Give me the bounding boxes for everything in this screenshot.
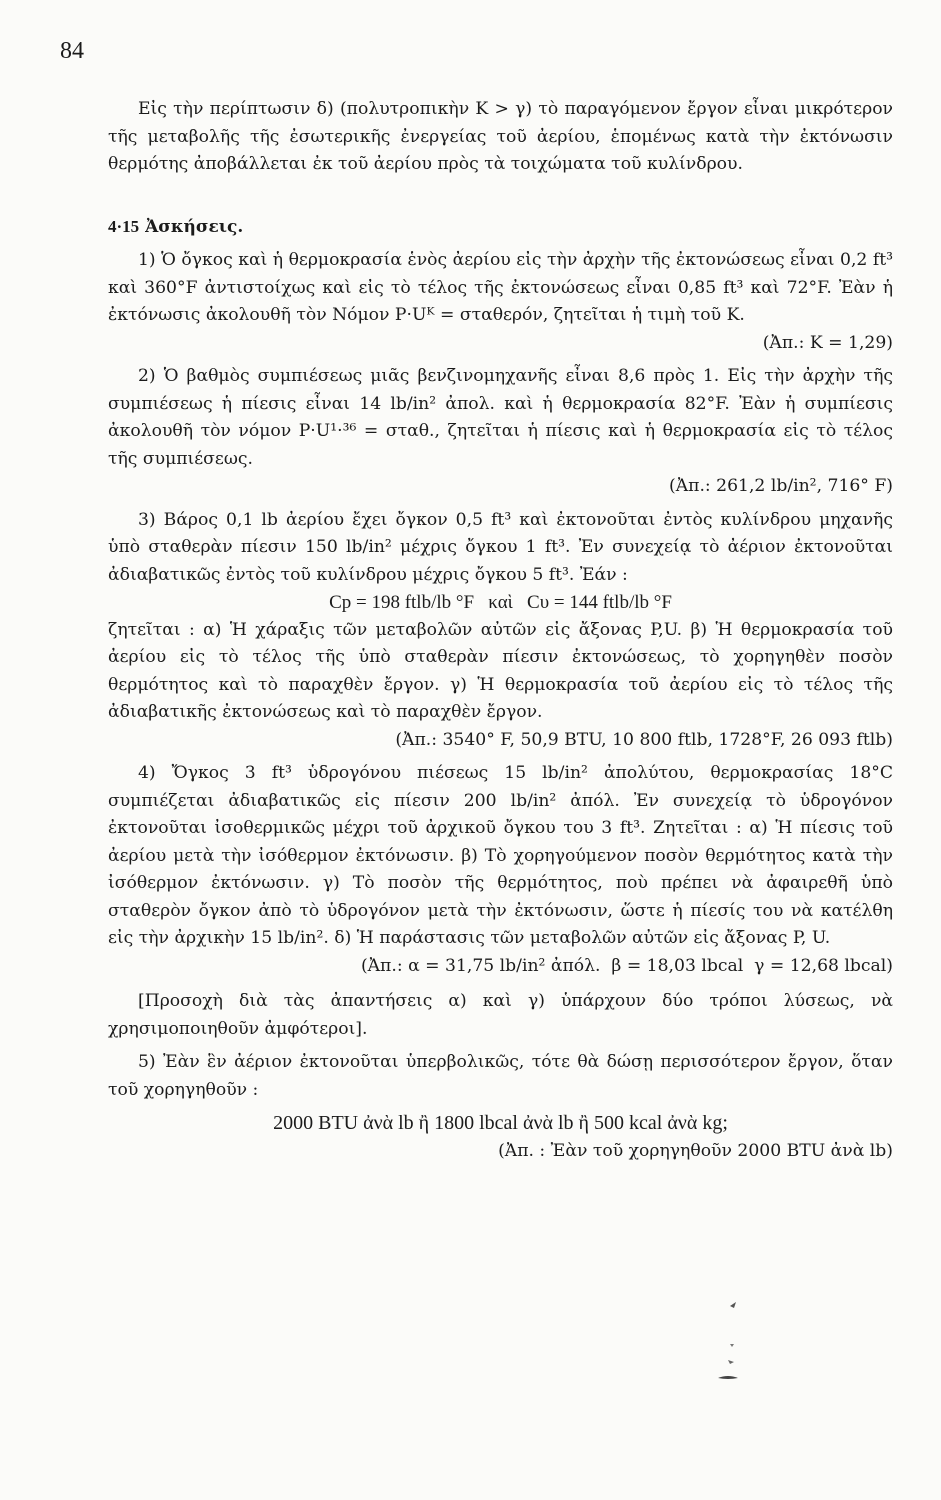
speck-3 bbox=[728, 1360, 734, 1364]
speck-2 bbox=[730, 1344, 734, 1347]
exercise-4-text: 4) Ὄγκος 3 ft³ ὑδρογόνου πιέσεως 15 lb/in² ἀπολύτου, θερμοκρασίας 18°C συμπιέζεται ἀδιαβατικῶς εἰς πίεσιν 200 lb/in² ἀπόλ. Ἐν συνεχείᾳ τὸ ὑδρογόνον ἐκτονοῦται ἰσοθερμικῶς μέχρι τοῦ ἀρχικοῦ ὄγκου του 3 ft³. Ζητεῖται : α) Ἡ πίεσις τοῦ ἀερίου μετὰ τὴν ἰσόθερμον ἐκτόνωσιν. β) Τὸ χορηγούμενον ποσὸν θερμότητος κατὰ τὴν ἰσόθερμον ἐκτόνωσιν. γ) Τὸ ποσὸν τῆς θερμότητος, ποὺ πρέπει νὰ ἀφαιρεθῆ ὑπὸ σταθερὸν ὄγκον ἀπὸ τὸ ὑδρογόνον μετὰ τὴν ἐκτόνωσιν, ὥστε ἡ πίεσίς του νὰ κατέλθη εἰς τὴν ἀρχικὴν 15 lb/in². δ) Ἡ παράστασις τῶν μεταβολῶν αὐτῶν εἰς ἄξονας P, U. bbox=[108, 763, 893, 948]
exercise-1-text: 1) Ὁ ὄγκος καὶ ἡ θερμοκρασία ἑνὸς ἀερίου εἰς τὴν ἀρχὴν τῆς ἐκτονώσεως εἶναι 0,2 ft³ καὶ 360°F ἀντιστοίχως καὶ εἰς τὸ τέλος τῆς ἐκτονώσεως εἶναι 0,85 ft³ καὶ 72°F. Ἐὰν ἡ ἐκτόνωσις ἀκολουθῆ τὸν Νόμον P·Uᴷ = σταθερόν, ζητεῖται ἡ τιμὴ τοῦ Κ. bbox=[108, 250, 893, 325]
exercise-1-answer: (Ἀπ.: Κ = 1,29) bbox=[762, 332, 893, 353]
page-body bbox=[108, 96, 893, 1165]
exercise-4-answer: (Ἀπ.: α = 31,75 lb/in² ἀπόλ. β = 18,03 lbcal γ = 12,68 lbcal) bbox=[360, 955, 893, 976]
exercise-2-answer: (Ἀπ.: 261,2 lb/in², 716° F) bbox=[669, 476, 893, 496]
scan-specks bbox=[700, 1300, 740, 1410]
page-number: 84 bbox=[60, 38, 84, 64]
speck-4 bbox=[718, 1376, 738, 1379]
intro-paragraph: Εἰς τὴν περίπτωσιν δ) (πολυτροπικὴν Κ > γ) τὸ παραγόμενον ἔργον εἶναι μικρότερον τῆς μεταβολῆς τῆς ἐσωτερικῆς ἐνεργείας τοῦ ἀερίου, ἑπομένως κατὰ τὴν ἐκτόνωσιν θερμότης ἀποβάλλεται ἐκ τοῦ ἀερίου πρὸς τὰ τοιχώματα τοῦ κυλίνδρου. bbox=[108, 99, 893, 174]
exercise-5-equation: 2000 BTU ἀνὰ lb ἢ 1800 lbcal ἀνὰ lb ἢ 500 kcal ἀνὰ kg; bbox=[273, 1112, 728, 1134]
exercise-3-equation: Cp = 198 ftlb/lb °F καὶ Cυ = 144 ftlb/lb °F bbox=[329, 592, 672, 613]
exercise-2-text: 2) Ὁ βαθμὸς συμπιέσεως μιᾶς βενζινομηχανῆς εἶναι 8,6 πρὸς 1. Εἰς τὴν ἀρχὴν τῆς συμπιέσεως ἡ πίεσις εἶναι 14 lb/in² ἀπολ. καὶ ἡ θερμοκρασία 82°F. Ἐὰν ἡ συμπίεσις ἀκολουθῆ τὸν νόμον P·U¹·³⁶ = σταθ., ζητεῖται ἡ πίεσις καὶ ἡ θερμοκρασία εἰς τὸ τέλος τῆς συμπιέσεως. bbox=[108, 366, 893, 469]
speck-1 bbox=[730, 1302, 736, 1308]
exercise-3-answer: (Ἀπ.: 3540° F, 50,9 BTU, 10 800 ftlb, 1728°F, 26 093 ftlb) bbox=[395, 729, 893, 750]
section-title: Ἀσκήσεις. bbox=[145, 216, 244, 237]
exercise-3-text: 3) Βάρος 0,1 lb ἀερίου ἔχει ὄγκον 0,5 ft³ καὶ ἐκτονοῦται ἐντὸς κυλίνδρου μηχανῆς ὑπὸ σταθερὰν πίεσιν 150 lb/in² μέχρις ὄγκου 1 ft³. Ἐν συνεχείᾳ τὸ ἀέριον ἐκτονοῦται ἀδιαβατικῶς ἐντὸς τοῦ κυλίνδρου μέχρις ὄγκου 5 ft³. Ἐάν : bbox=[108, 509, 893, 585]
exercise-5-answer: (Ἀπ. : Ἐὰν τοῦ χορηγηθοῦν 2000 BTU ἀνὰ lb) bbox=[498, 1140, 893, 1161]
exercise-3-continuation: ζητεῖται : α) Ἡ χάραξις τῶν μεταβολῶν αὐτῶν εἰς ἄξονας P,U. β) Ἡ θερμοκρασία τοῦ ἀερίου εἰς τὸ τέλος τῆς ὑπὸ σταθερὰν πίεσιν ἐκτονώσεως, τὸ χορηγηθὲν ποσὸν θερμότητος καὶ τὸ παραχθὲν ἔργον. γ) Ἡ θερμοκρασία τοῦ ἀερίου εἰς τὸ τέλος τῆς ἀδιαβατικῆς ἐκτονώσεως καὶ τὸ παραχθὲν ἔργον. bbox=[108, 619, 893, 722]
section-number: 4·15 bbox=[108, 216, 140, 236]
exercise-4-note: [Προσοχὴ διὰ τὰς ἀπαντήσεις α) καὶ γ) ὑπάρχουν δύο τρόποι λύσεως, νὰ χρησιμοποιηθοῦν ἀμφότεροι]. bbox=[108, 991, 893, 1039]
exercise-5-text: 5) Ἐὰν ἓν ἀέριον ἐκτονοῦται ὑπερβολικῶς, τότε θὰ δώσῃ περισσότερον ἔργον, ὅταν τοῦ χορηγηθοῦν : bbox=[108, 1052, 893, 1100]
section-heading bbox=[108, 213, 893, 242]
